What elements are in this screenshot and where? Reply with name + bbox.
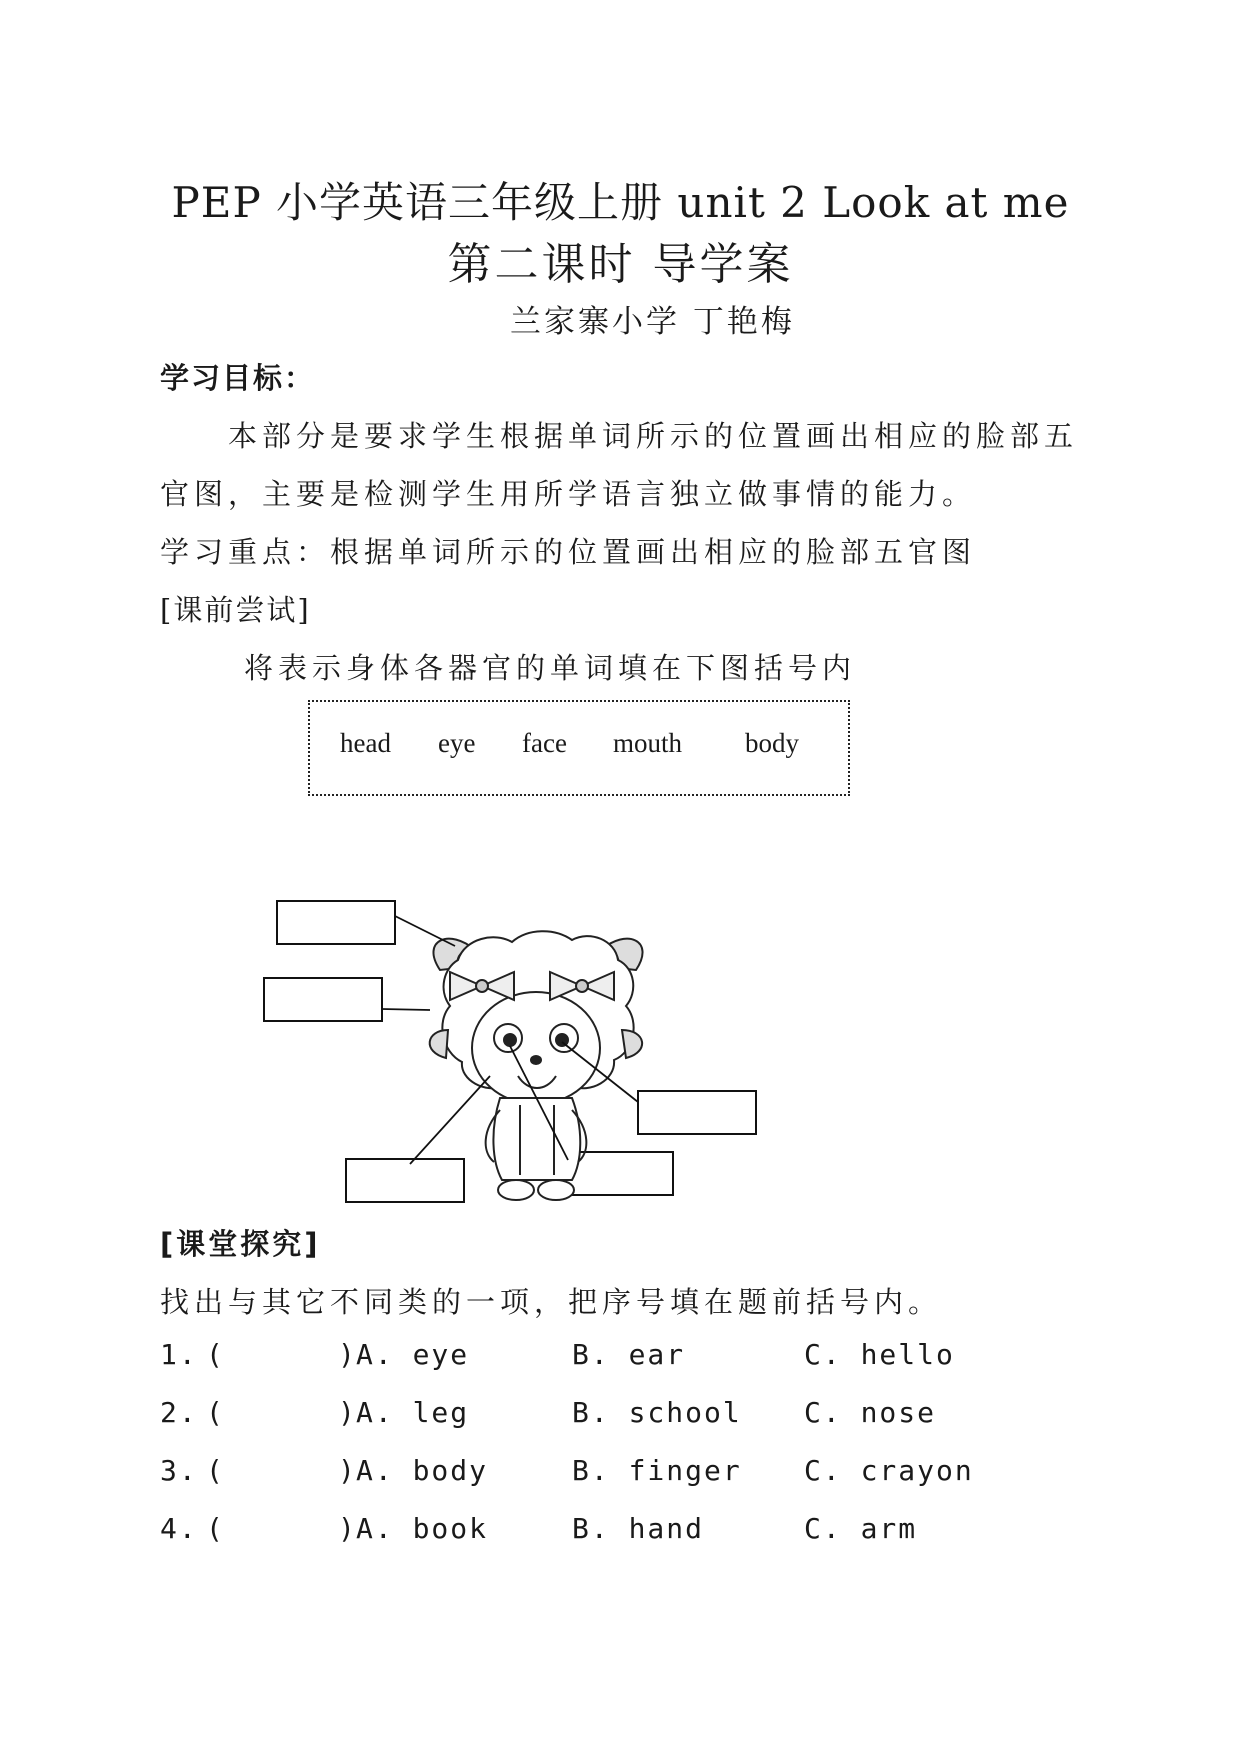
focus-line: 学习重点：根据单词所示的位置画出相应的脸部五官图 bbox=[160, 535, 977, 569]
option-b: B. ear bbox=[572, 1338, 686, 1371]
answer-box-3[interactable] bbox=[638, 1091, 756, 1134]
pre-class-instruction: 将表示身体各器官的单词填在下图括号内 bbox=[244, 651, 857, 685]
question-number: 4. bbox=[160, 1512, 198, 1545]
answer-box-4[interactable] bbox=[346, 1159, 464, 1202]
labeling-diagram bbox=[250, 880, 790, 1220]
objectives-paragraph-line2: 官图，主要是检测学生用所学语言独立做事情的能力。 bbox=[160, 477, 977, 511]
option-a: A. leg bbox=[356, 1396, 470, 1429]
word-bank-item: face bbox=[522, 728, 567, 758]
option-b: B. finger bbox=[572, 1454, 742, 1487]
word-bank-item: head bbox=[340, 728, 391, 758]
answer-bracket[interactable]: ( ) bbox=[206, 1338, 357, 1371]
option-c: C. arm bbox=[804, 1512, 918, 1545]
answer-bracket[interactable]: ( ) bbox=[206, 1454, 357, 1487]
answer-box-1[interactable] bbox=[277, 901, 395, 944]
answer-box-2[interactable] bbox=[264, 978, 382, 1021]
option-a: A. book bbox=[356, 1512, 489, 1545]
word-bank-item: mouth bbox=[613, 728, 683, 758]
option-b: B. hand bbox=[572, 1512, 705, 1545]
exploration-heading: [课堂探究] bbox=[160, 1227, 321, 1261]
question-number: 3. bbox=[160, 1454, 198, 1487]
objectives-paragraph-line1: 本部分是要求学生根据单词所示的位置画出相应的脸部五 bbox=[228, 419, 1079, 453]
option-c: C. crayon bbox=[804, 1454, 974, 1487]
option-b: B. school bbox=[572, 1396, 742, 1429]
question-number: 2. bbox=[160, 1396, 198, 1429]
answer-bracket[interactable]: ( ) bbox=[206, 1396, 357, 1429]
exploration-instruction: 找出与其它不同类的一项，把序号填在题前括号内。 bbox=[160, 1285, 943, 1319]
author-line: 兰家寨小学 丁艳梅 bbox=[510, 304, 795, 340]
page-subtitle: 第二课时 导学案 bbox=[447, 239, 794, 290]
word-bank-item: eye bbox=[438, 728, 476, 758]
word-bank-item: body bbox=[745, 728, 799, 758]
question-number: 1. bbox=[160, 1338, 198, 1371]
option-c: C. hello bbox=[804, 1338, 955, 1371]
question-row bbox=[160, 1512, 918, 1710]
option-a: A. eye bbox=[356, 1338, 470, 1371]
pre-class-heading: [课前尝试] bbox=[160, 593, 311, 627]
option-c: C. nose bbox=[804, 1396, 937, 1429]
page-title: PEP 小学英语三年级上册 unit 2 Look at me bbox=[171, 178, 1070, 227]
objectives-heading: 学习目标： bbox=[160, 361, 316, 395]
word-bank-box bbox=[308, 700, 850, 796]
answer-bracket[interactable]: ( ) bbox=[206, 1512, 357, 1545]
option-a: A. body bbox=[356, 1454, 489, 1487]
